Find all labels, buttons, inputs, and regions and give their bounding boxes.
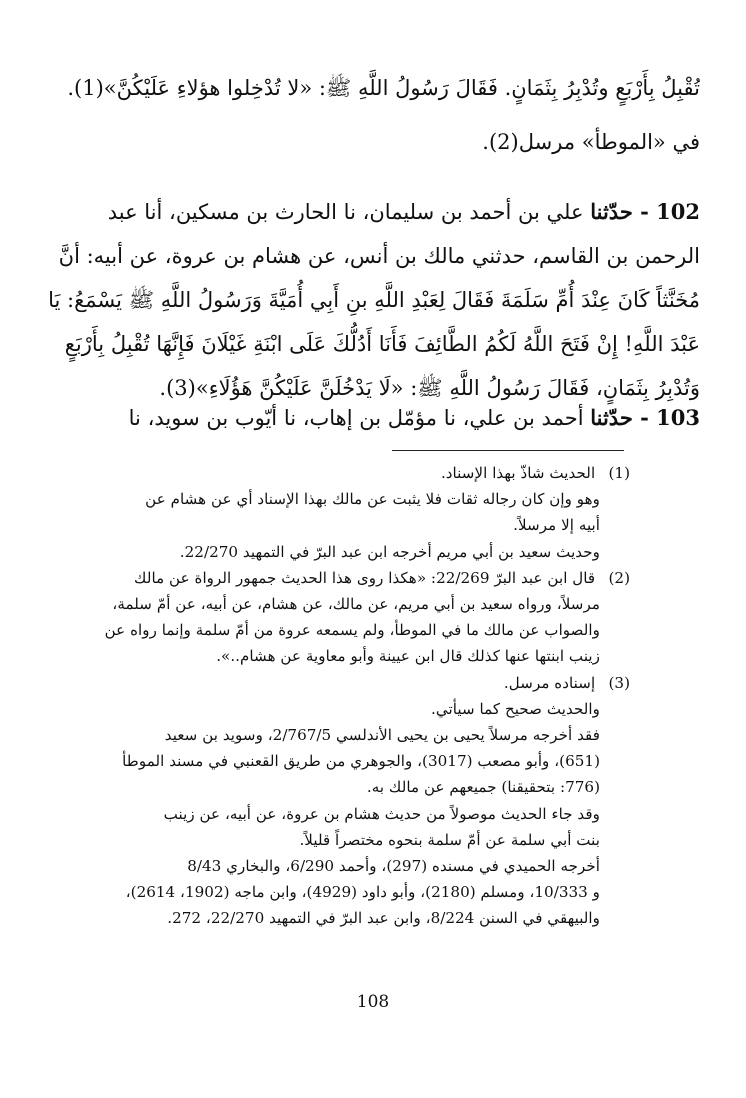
hadith-103-line-1-text: أحمد بن علي، نا مؤمّل بن إهاب، نا أيّوب بن سويد، نا: [128, 406, 591, 430]
hadith-102-line-3: مُخَنَّثاً كَانَ عِنْدَ أُمِّ سَلَمَةَ فَقَالَ لِعَبْدِ اللَّهِ بنِ أَبِي أُمَيَّةَ وَرَسُولُ اللَّهِ ﷺ يَسْمَعُ: يَا: [48, 288, 700, 312]
hadith-103-number: 103 - حدّثنا: [590, 405, 700, 430]
footnote-1-line-3: أبيه إلا مرسلاً.: [513, 516, 600, 535]
footnote-3-line-2: والحديث صحيح كما سيأتي.: [431, 699, 600, 718]
footnote-3-line-3: فقد أخرجه مرسلاً يحيى بن يحيى الأندلسي 2/767/5، وسويد بن سعيد: [164, 726, 600, 745]
footnote-2-text: قال ابن عبد البرّ 22/269: «هكذا روى هذا الحديث جمهور الرواة عن مالك: [134, 568, 596, 587]
footnote-3-line-1: [48, 670, 630, 696]
hadith-102-line-4: عَبْدَ اللَّهِ! إِنْ فَتَحَ اللَّهُ لَكُمُ الطَّائِفَ فَأَنَا أَدُلُّكَ عَلَى ابْنَةِ غَيْلَانَ فَإِنَّهَا تُقْبِلُ بِأَرْبَعٍ: [64, 332, 700, 356]
footnote-1-line-1: [48, 460, 630, 486]
footnote-1-line-2: وهو وإن كان رجاله ثقات فلا يثبت عن مالك بهذا الإسناد أي عن هشام عن: [145, 490, 600, 509]
footnote-3-line-5: (776: بتحقيقنا) جميعهم عن مالك به.: [366, 778, 600, 797]
hadith-102-line-5: وَتُدْبِرُ بِثَمَانٍ، فَقَالَ رَسُولُ اللَّهِ ﷺ: «لَا يَدْخُلَنَّ عَلَيْكُنَّ هَؤُلَاءِ»(3).: [159, 376, 700, 400]
footnote-3-line-10: والبيهقي في السنن 8/224، وابن عبد البرّ في التمهيد 22/270، 272.: [167, 909, 600, 928]
main-text-top: [48, 66, 700, 164]
footnote-2-line-1: [48, 565, 630, 591]
footnote-2-number: (2): [608, 568, 630, 587]
hadith-102-line-1-text: علي بن أحمد بن سليمان، نا الحارث بن مسكين، أنا عبد: [107, 200, 591, 224]
footnotes: [48, 460, 630, 932]
hadith-103-line-1: [48, 396, 700, 440]
footnote-separator: [392, 450, 624, 451]
footnote-3-line-8: أخرجه الحميدي في مسنده (297)، وأحمد 6/290، والبخاري 8/43: [187, 857, 600, 876]
page-number: 108: [356, 992, 390, 1012]
hadith-102: [48, 190, 700, 410]
hadith-102-line-1: [48, 190, 700, 234]
main-line-1: تُقْبِلُ بِأَرْبَعٍ وتُدْبِرُ بِثَمَانٍ. فَقَالَ رَسُولُ اللَّهِ ﷺ: «لا تُدْخِلوا هؤلاءِ عَلَيْكُنَّ»(1).: [67, 76, 700, 100]
footnote-3-line-9: و 10/333، ومسلم (2180)، وأبو داود (4929)، وابن ماجه (1902، 2614)،: [125, 883, 600, 902]
hadith-102-line-2: الرحمن بن القاسم، حدثني مالك بن أنس، عن هشام بن عروة، عن أبيه: أنَّ: [58, 244, 700, 268]
footnote-1-number: (1): [608, 464, 630, 482]
footnote-1-text: الحديث شاذّ بهذا الإسناد.: [440, 464, 596, 482]
footnote-1-line-4: وحديث سعيد بن أبي مريم أخرجه ابن عبد البرّ في التمهيد 22/270.: [179, 542, 600, 561]
hadith-102-number: 102 - حدّثنا: [590, 199, 700, 224]
footnote-3-number: (3): [608, 673, 630, 692]
footnote-3-text: إسناده مرسل.: [503, 673, 596, 692]
footnote-3-line-7: بنت أبي سلمة عن أمّ سلمة بنحوه مختصراً قليلاً.: [299, 830, 600, 849]
hadith-103: [48, 396, 700, 440]
footnote-2-line-3: والصواب عن مالك ما في الموطأ، ولم يسمعه عروة من أمّ سلمة وإنما رواه عن: [104, 621, 600, 640]
footnote-3-line-6: وقد جاء الحديث موصولاً من حديث هشام بن عروة، عن أبيه، عن زينب: [163, 804, 600, 823]
main-line-2: في «الموطأ» مرسل(2).: [482, 130, 700, 154]
footnote-2-line-2: مرسلاً، ورواه سعيد بن أبي مريم، عن مالك، عن هشام، عن أبيه، عن أمّ سلمة،: [112, 595, 600, 614]
footnote-3-line-4: (651)، وأبو مصعب (3017)، والجوهري من طريق القعنبي في مسند الموطأ: [122, 752, 600, 771]
footnote-2-line-4: زينب ابنتها عنها كذلك قال ابن عيينة وأبو معاوية عن هشام..».: [216, 647, 600, 666]
